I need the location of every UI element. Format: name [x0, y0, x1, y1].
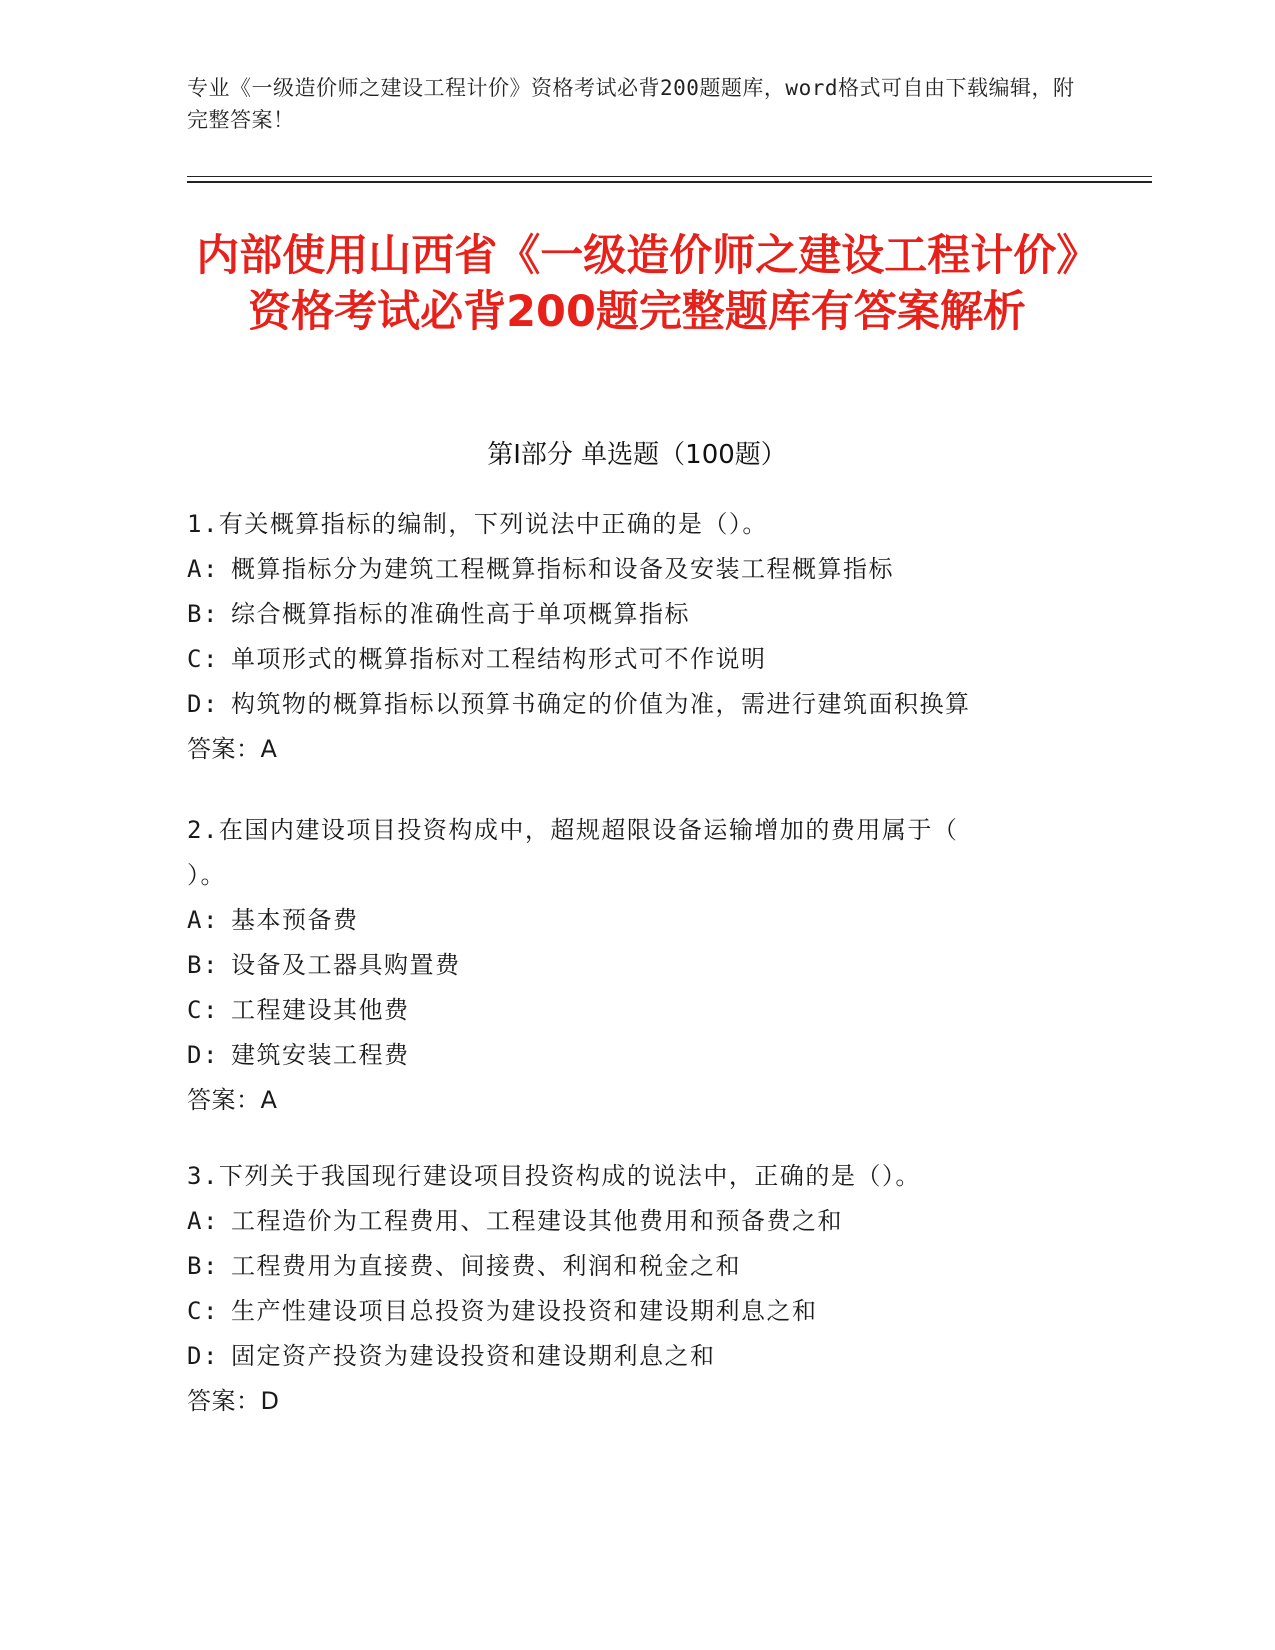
option-key: C: [187, 1297, 219, 1325]
question-stem: 3.下列关于我国现行建设项目投资构成的说法中，正确的是（）。 [187, 1162, 921, 1190]
header-divider-thick [187, 181, 1152, 183]
question-3 [187, 1154, 1087, 1424]
question-stem: 1.有关概算指标的编制，下列说法中正确的是（）。 [187, 510, 768, 538]
question-2 [187, 808, 1087, 1123]
option-text: 工程建设其他费 [231, 996, 410, 1024]
answer-line: 答案：A [187, 1086, 278, 1114]
option-text: 概算指标分为建筑工程概算指标和设备及安装工程概算指标 [231, 555, 894, 583]
question-stem-continued: ）。 [187, 861, 226, 889]
answer-line: 答案：D [187, 1387, 280, 1415]
option-key: C: [187, 645, 219, 673]
option-text: 工程造价为工程费用、工程建设其他费用和预备费之和 [231, 1207, 843, 1235]
option-a [187, 547, 1087, 592]
option-key: A: [187, 1207, 219, 1235]
header-divider-thin [187, 176, 1152, 177]
header-note: 专业《一级造价师之建设工程计价》资格考试必背200题题库，word格式可自由下载编辑，附完整答案！ [187, 76, 1075, 132]
option-c [187, 637, 1087, 682]
option-text: 单项形式的概算指标对工程结构形式可不作说明 [231, 645, 767, 673]
option-c [187, 988, 1087, 1033]
option-d [187, 682, 1087, 727]
option-key: B: [187, 951, 219, 979]
option-d [187, 1334, 1087, 1379]
section-heading: 第Ⅰ部分 单选题（100题） [487, 440, 787, 470]
option-text: 综合概算指标的准确性高于单项概算指标 [231, 600, 690, 628]
option-a [187, 898, 1087, 943]
option-text: 设备及工器具购置费 [231, 951, 461, 979]
option-text: 工程费用为直接费、间接费、利润和税金之和 [231, 1252, 741, 1280]
answer-line: 答案：A [187, 735, 278, 763]
option-text: 建筑安装工程费 [231, 1041, 410, 1069]
option-text: 基本预备费 [231, 906, 359, 934]
option-text: 生产性建设项目总投资为建设投资和建设期利息之和 [231, 1297, 818, 1325]
option-key: C: [187, 996, 219, 1024]
option-text: 固定资产投资为建设投资和建设期利息之和 [231, 1342, 716, 1370]
option-text: 构筑物的概算指标以预算书确定的价值为准，需进行建筑面积换算 [231, 690, 971, 718]
option-b [187, 592, 1087, 637]
option-d [187, 1033, 1087, 1078]
option-b [187, 943, 1087, 988]
question-1 [187, 502, 1087, 772]
option-key: D: [187, 1041, 219, 1069]
option-key: B: [187, 600, 219, 628]
option-key: D: [187, 1342, 219, 1370]
question-stem: 2.在国内建设项目投资构成中，超规超限设备运输增加的费用属于（ [187, 816, 959, 844]
option-c [187, 1289, 1087, 1334]
option-key: A: [187, 555, 219, 583]
option-a [187, 1199, 1087, 1244]
option-key: B: [187, 1252, 219, 1280]
document-title: 内部使用山西省《一级造价师之建设工程计价》资格考试必背200题完整题库有答案解析 [196, 231, 1078, 337]
option-b [187, 1244, 1087, 1289]
option-key: D: [187, 690, 219, 718]
option-key: A: [187, 906, 219, 934]
